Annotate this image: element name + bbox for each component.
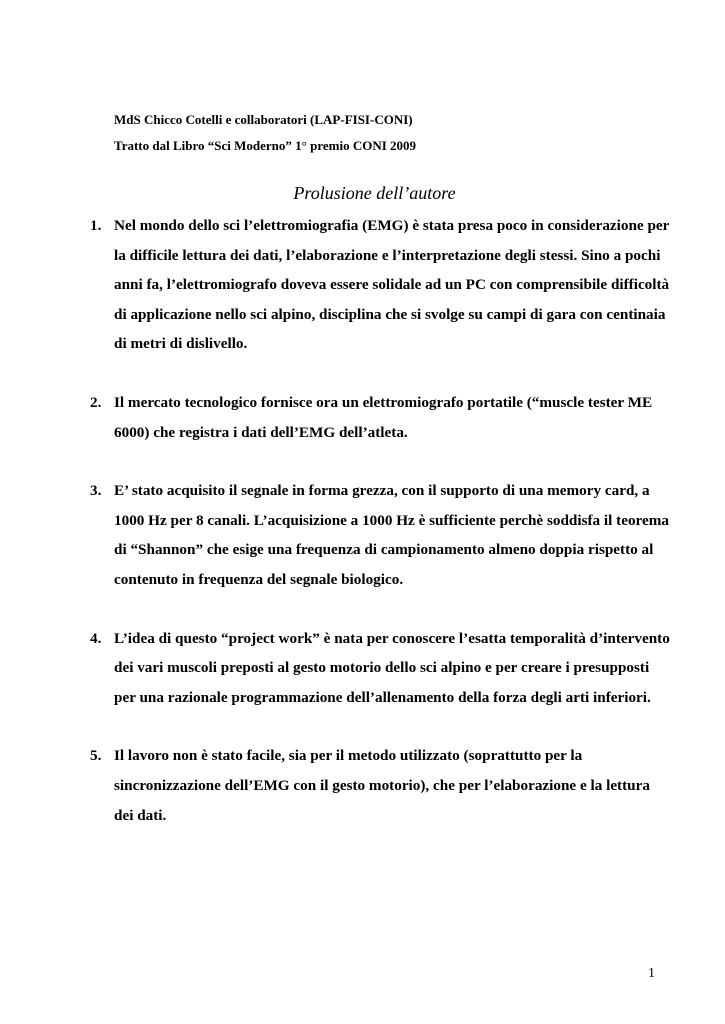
header-authors: MdS Chicco Cotelli e collaboratori (LAP-FISI-CONI) bbox=[114, 112, 413, 127]
list-item-text: Il lavoro non è stato facile, sia per il metodo utilizzato (soprattutto per la sincronizzazione dell’EMG con il gesto motorio), che per l’elaborazione e la lettura dei dati. bbox=[114, 747, 650, 824]
list-item-5 bbox=[90, 741, 670, 830]
list-item-number: 3. bbox=[90, 482, 102, 500]
page-title bbox=[0, 183, 725, 204]
list-item-number: 4. bbox=[90, 629, 102, 647]
list-item-text: Il mercato tecnologico fornisce ora un elettromiografo portatile (“muscle tester ME 6000) che registra i dati dell’EMG dell’atleta. bbox=[114, 393, 653, 441]
list-item-number: 5. bbox=[90, 747, 102, 765]
list-item-text: Nel mondo dello sci l’elettromiografia (EMG) è stata presa poco in considerazione per la difficile lettura dei dati, l’elaborazione e l’interpretazione degli stessi. Sino a pochi anni fa, l’elettromiografo doveva essere solidale ad un PC con comprensibile difficoltà di applicazione nello sci alpino, disciplina che si svolge su campi di gara con centinaia di metri di dislivello. bbox=[114, 217, 670, 353]
list-item-4 bbox=[90, 624, 670, 713]
list-item-2 bbox=[90, 388, 670, 447]
page-number: 1 bbox=[648, 966, 655, 981]
page-title-text: Prolusione dell’autore bbox=[293, 183, 456, 203]
list-item-number: 1. bbox=[90, 217, 102, 234]
header-source: Tratto dal Libro “Sci Moderno” 1° premio CONI 2009 bbox=[114, 138, 417, 153]
list-item-number: 2. bbox=[90, 393, 102, 411]
list-item-text: E’ stato acquisito il segnale in forma grezza, con il supporto di una memory card, a 1000 Hz per 8 canali. L’acquisizione a 1000 Hz è sufficiente perchè soddisfa il teorema di “Shannon” che esige una frequenza di campionamento almeno doppia rispetto al contenuto in frequenza del segnale biologico. bbox=[114, 482, 670, 588]
list-item-3 bbox=[90, 476, 670, 594]
list-item-1 bbox=[90, 211, 670, 359]
numbered-list bbox=[90, 211, 670, 859]
document-header bbox=[114, 107, 416, 159]
list-item-text: L’idea di questo “project work” è nata per conoscere l’esatta temporalità d’intervento dei vari muscoli preposti al gesto motorio dello sci alpino e per creare i presupposti per una razionale programmazione dell’allenamento della forza degli arti inferiori. bbox=[114, 629, 670, 706]
